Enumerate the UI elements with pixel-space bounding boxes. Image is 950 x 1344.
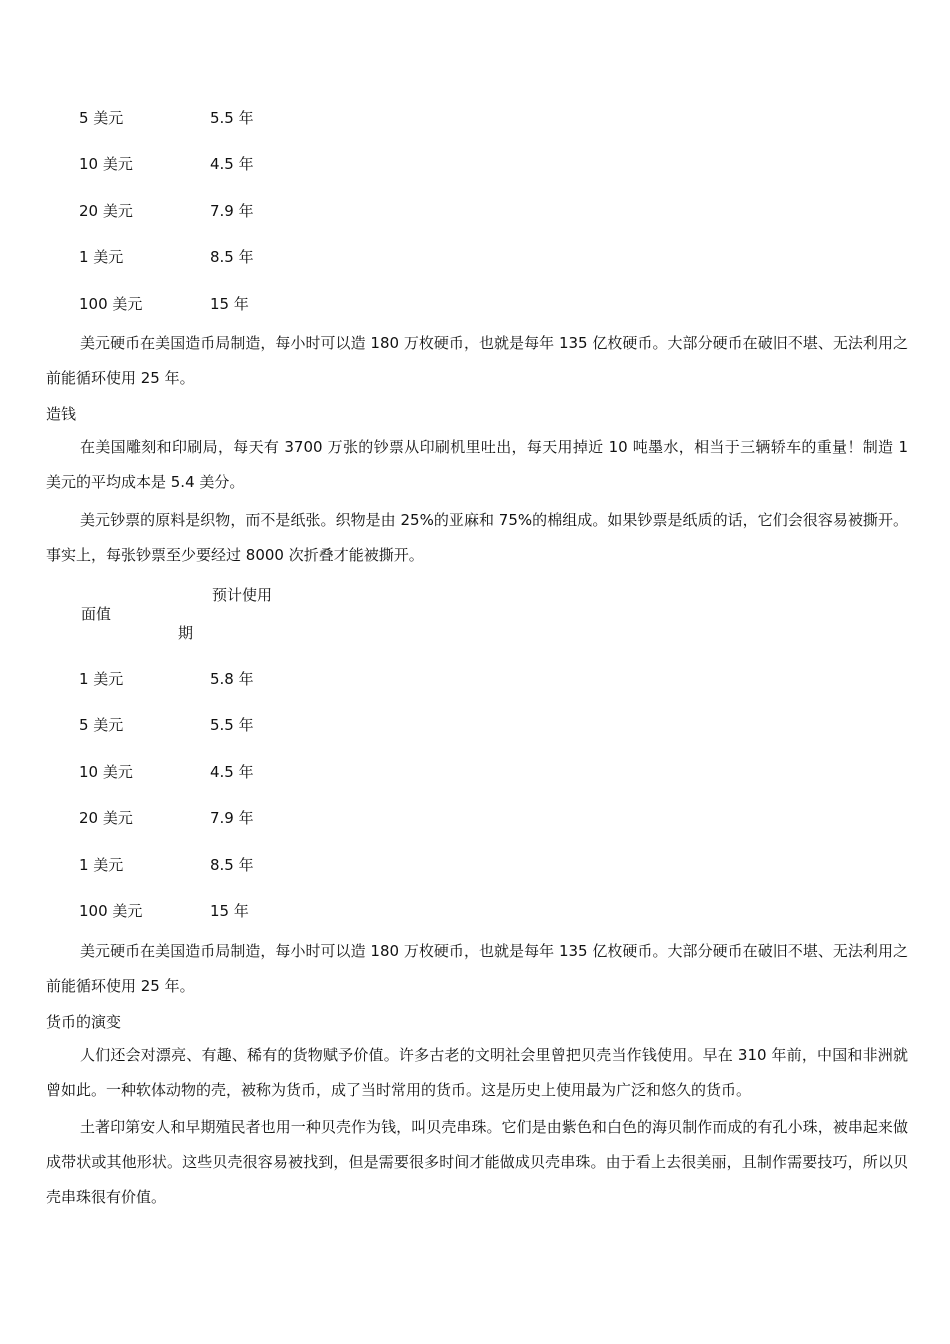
paragraph-coins: 美元硬币在美国造币局制造，每小时可以造 180 万枚硬币，也就是每年 135 亿枚硬币。大部分硬币在破旧不堪、无法利用之前能循环使用 25 年。 [46,334,908,387]
denomination-cell: 1 美元 [79,248,124,266]
lifespan-cell: 8.5 年 [210,856,254,874]
denomination-cell: 20 美元 [79,202,133,220]
table-header-lifespan-cont: 期 [178,624,194,642]
denomination-cell: 5 美元 [79,109,124,127]
lifespan-cell: 7.9 年 [210,809,254,827]
denomination-cell: 100 美元 [79,295,143,313]
paragraph-printing: 在美国雕刻和印刷局，每天有 3700 万张的钞票从印刷机里吐出，每天用掉近 10 吨墨水，相当于三辆轿车的重量！制造 1 美元的平均成本是 5.4 美分。 [46,438,908,491]
paragraph-fabric: 美元钞票的原料是织物，而不是纸张。织物是由 25%的亚麻和 75%的棉组成。如果钞票是纸质的话，它们会很容易被撕开。事实上，每张钞票至少要经过 8000 次折叠才能被撕开。 [46,511,908,564]
section-heading-evolution: 货币的演变 [46,1013,122,1031]
section-heading-making-money: 造钱 [46,405,77,423]
lifespan-cell: 5.5 年 [210,716,254,734]
lifespan-cell: 8.5 年 [210,248,254,266]
denomination-cell: 20 美元 [79,809,133,827]
table-header-denomination: 面值 [81,605,112,623]
lifespan-cell: 15 年 [210,902,249,920]
lifespan-cell: 7.9 年 [210,202,254,220]
denomination-cell: 10 美元 [79,763,133,781]
denomination-cell: 10 美元 [79,155,133,173]
denomination-cell: 100 美元 [79,902,143,920]
denomination-cell: 5 美元 [79,716,124,734]
paragraph-shells: 人们还会对漂亮、有趣、稀有的货物赋予价值。许多古老的文明社会里曾把贝壳当作钱使用。早在 310 年前，中国和非洲就曾如此。一种软体动物的壳，被称为货币，成了当时常用的货币。这是历史上使用最为广泛和悠久的货币。 [46,1046,908,1099]
lifespan-cell: 4.5 年 [210,763,254,781]
lifespan-cell: 15 年 [210,295,249,313]
denomination-cell: 1 美元 [79,670,124,688]
paragraph-wampum: 土著印第安人和早期殖民者也用一种贝壳作为钱，叫贝壳串珠。它们是由紫色和白色的海贝制作而成的有孔小珠，被串起来做成带状或其他形状。这些贝壳很容易被找到，但是需要很多时间才能做成贝壳串珠。由于看上去很美丽，且制作需要技巧，所以贝壳串珠很有价值。 [46,1118,908,1206]
lifespan-cell: 4.5 年 [210,155,254,173]
table-header-lifespan: 预计使用 [212,586,273,604]
denomination-cell: 1 美元 [79,856,124,874]
paragraph-coins-repeat: 美元硬币在美国造币局制造，每小时可以造 180 万枚硬币，也就是每年 135 亿枚硬币。大部分硬币在破旧不堪、无法利用之前能循环使用 25 年。 [46,942,908,995]
lifespan-cell: 5.5 年 [210,109,254,127]
lifespan-cell: 5.8 年 [210,670,254,688]
